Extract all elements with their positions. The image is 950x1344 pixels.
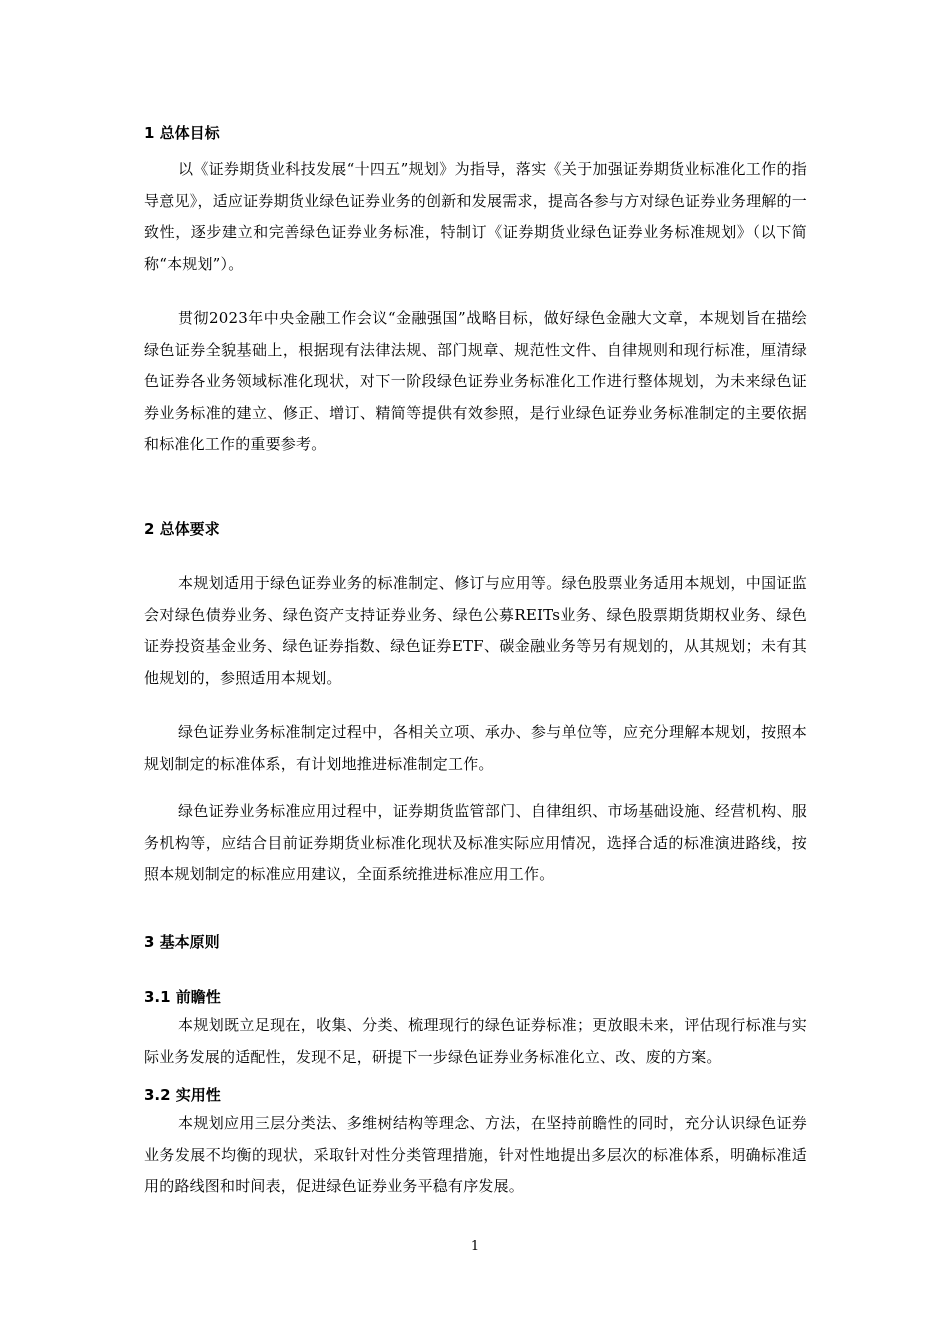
section-1-paragraph-1: 以《证券期货业科技发展“十四五”规划》为指导，落实《关于加强证券期货业标准化工作的指导意见》，适应证券期货业绿色证券业务的创新和发展需求，提高各参与方对绿色证券业务理解的一致性，逐步建立和完善绿色证券业务标准，特制订《证券期货业绿色证券业务标准规划》（以下简称“本规划”）。 — [144, 160, 807, 273]
section-heading-2: 2 总体要求 — [144, 520, 220, 538]
section-2-paragraph-3: 绿色证券业务标准应用过程中，证券期货监管部门、自律组织、市场基础设施、经营机构、服务机构等，应结合目前证券期货业标准化现状及标准实际应用情况，选择合适的标准演进路线，按照本规划制定的标准应用建议，全面系统推进标准应用工作。 — [144, 802, 807, 884]
subsection-3-1-paragraph: 本规划既立足现在，收集、分类、梳理现行的绿色证券标准；更放眼未来，评估现行标准与实际业务发展的适配性，发现不足，研提下一步绿色证券业务标准化立、改、废的方案。 — [144, 1016, 807, 1066]
subsection-heading-3-1: 3.1 前瞻性 — [144, 988, 221, 1006]
page-number: 1 — [470, 1239, 480, 1254]
section-heading-3: 3 基本原则 — [144, 933, 220, 951]
section-1-paragraph-2: 贯彻2023年中央金融工作会议“金融强国”战略目标，做好绿色金融大文章，本规划旨在描绘绿色证券全貌基础上，根据现有法律法规、部门规章、规范性文件、自律规则和现行标准，厘清绿色证券各业务领域标准化现状，对下一阶段绿色证券业务标准化工作进行整体规划，为未来绿色证券业务标准的建立、修正、增订、精简等提供有效参照，是行业绿色证券业务标准制定的主要依据和标准化工作的重要参考。 — [144, 309, 807, 454]
subsection-heading-3-2: 3.2 实用性 — [144, 1086, 221, 1104]
section-2-paragraph-1: 本规划适用于绿色证券业务的标准制定、修订与应用等。绿色股票业务适用本规划，中国证监会对绿色债券业务、绿色资产支持证券业务、绿色公募REITs业务、绿色股票期货期权业务、绿色证券投资基金业务、绿色证券指数、绿色证券ETF、碳金融业务等另有规划的，从其规划；未有其他规划的，参照适用本规划。 — [144, 574, 807, 687]
section-2-paragraph-2: 绿色证券业务标准制定过程中，各相关立项、承办、参与单位等，应充分理解本规划，按照本规划制定的标准体系，有计划地推进标准制定工作。 — [144, 723, 807, 773]
subsection-3-2-paragraph: 本规划应用三层分类法、多维树结构等理念、方法，在坚持前瞻性的同时，充分认识绿色证券业务发展不均衡的现状，采取针对性分类管理措施，针对性地提出多层次的标准体系，明确标准适用的路线图和时间表，促进绿色证券业务平稳有序发展。 — [144, 1114, 807, 1196]
section-heading-1: 1 总体目标 — [144, 124, 220, 142]
